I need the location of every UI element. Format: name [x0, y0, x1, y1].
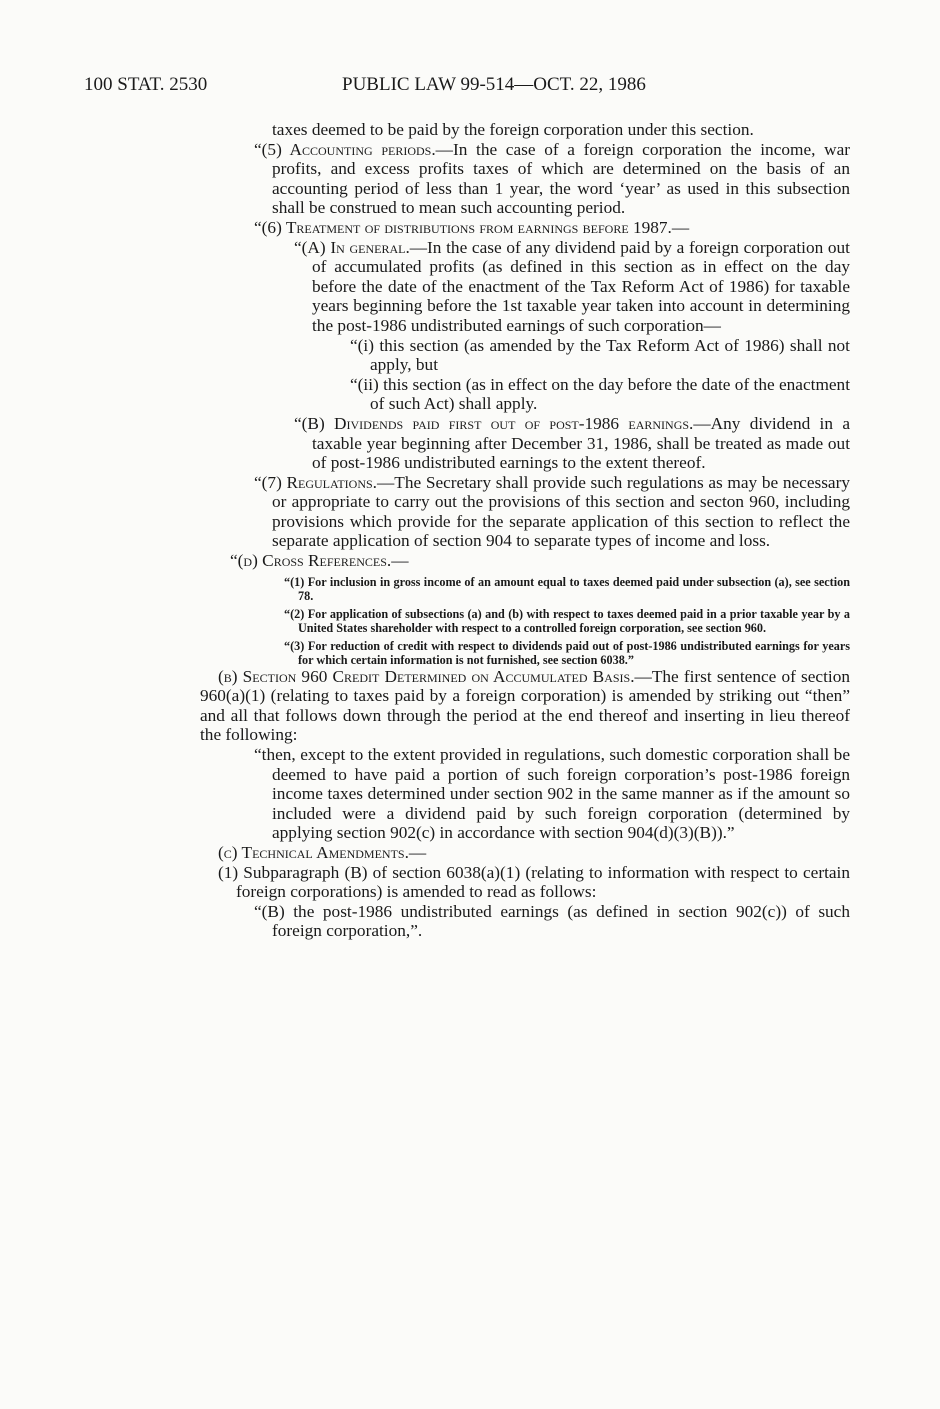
paragraph — [234, 218, 850, 238]
paragraph — [200, 843, 850, 863]
paragraph-text: —The Secretary shall provide such regulations as may be necessary or appropriate to carry out the provisions of this section and secton 960, including provisions which provide for the separate application of this section to reflect the separate application of section 904 to separate types of income and loss. — [272, 472, 850, 551]
paragraph — [234, 473, 850, 551]
paragraph — [200, 667, 850, 745]
paragraph — [230, 551, 850, 571]
cross-reference: “(3) For reduction of credit with respect to dividends paid out of post-1986 undistributed earnings for years for which certain information is not furnished, see section 6038.” — [284, 638, 850, 667]
paragraph-heading: “(7) Regulations. — [254, 472, 378, 492]
cross-reference: “(2) For application of subsections (a) and (b) with respect to taxes deemed paid in a prior taxable year by a United States shareholder with respect to a controlled foreign corporation, see section 960. — [284, 606, 850, 635]
paragraph-text: — — [408, 843, 427, 862]
cross-reference: “(1) For inclusion in gross income of an amount equal to taxes deemed paid under subsection (a), see section 78. — [284, 574, 850, 603]
paragraph-text: — — [671, 217, 690, 237]
paragraph-text: —Any dividend in a taxable year beginning after December 31, 1986, shall be treated as made out of post-1986 undistributed earnings to the extent thereof. — [312, 413, 850, 473]
paragraph-heading: “(d) Cross References. — [230, 551, 392, 571]
paragraph: taxes deemed to be paid by the foreign corporation under this section. — [272, 120, 754, 139]
paragraph: “(ii) this section (as in effect on the day before the date of the enactment of such Act) shall apply. — [350, 374, 850, 414]
quoted-amendment: “(B) the post-1986 undistributed earnings (as defined in section 902(c)) of such foreign corporation,”. — [254, 901, 850, 941]
subsection-b-block — [200, 667, 850, 941]
public-law-title: PUBLIC LAW 99-514—OCT. 22, 1986 — [342, 74, 646, 95]
paragraph-text: — — [391, 551, 409, 571]
paragraph: “(i) this section (as amended by the Tax Reform Act of 1986) shall not apply, but — [350, 335, 850, 375]
paragraph: (1) Subparagraph (B) of section 6038(a)(1) (relating to information with respect to certain foreign corporations) is amended to read as follows: — [218, 862, 850, 902]
stat-citation: 100 STAT. 2530 — [84, 74, 208, 95]
statute-body — [200, 120, 850, 941]
paragraph — [234, 140, 850, 218]
paragraph-text: —In the case of a foreign corporation the income, war profits, and excess profits taxes of which are determined on the basis of an accounting period of less than 1 year, the word ‘year’ as used in this subsection shall be construed to mean such accounting period. — [272, 139, 850, 218]
paragraph — [234, 414, 850, 473]
paragraph — [234, 238, 850, 336]
paragraph-heading: “(5) Accounting periods. — [254, 139, 436, 159]
paragraph-heading: “(A) In general. — [294, 237, 410, 257]
paragraph-heading: “(B) Dividends paid first out of post-1986 earnings. — [294, 413, 694, 433]
paragraph-heading: “(6) Treatment of distributions from earnings before 1987. — [254, 217, 672, 237]
paragraph-text: —The first sentence of section 960(a)(1) (relating to taxes paid by a foreign corporation) is amended by striking out “then” and all that follows down through the period at the end thereof and inserting in lieu thereof the following: — [200, 666, 850, 745]
paragraph-text: —In the case of any dividend paid by a foreign corporation out of accumulated profits (as defined in this section as in effect on the day before the date of the enactment of the Tax Reform Act of 1986) for taxable years beginning before the 1st taxable year taken into account in determining the post-1986 undistributed earnings of such corporation— — [312, 237, 850, 335]
quoted-amendment: “then, except to the extent provided in regulations, such domestic corporation shall be deemed to have paid a portion of such foreign corporation’s post-1986 foreign income taxes determined under section 902 in the same manner as if the amount so included were a dividend paid by such foreign corporation (determined by applying section 902(c) in accordance with section 904(d)(3)(B)).” — [254, 745, 850, 843]
paragraph-heading: (b) Section 960 Credit Determined on Accumulated Basis. — [218, 666, 635, 686]
paragraph-heading: (c) Technical Amendments. — [218, 843, 409, 862]
